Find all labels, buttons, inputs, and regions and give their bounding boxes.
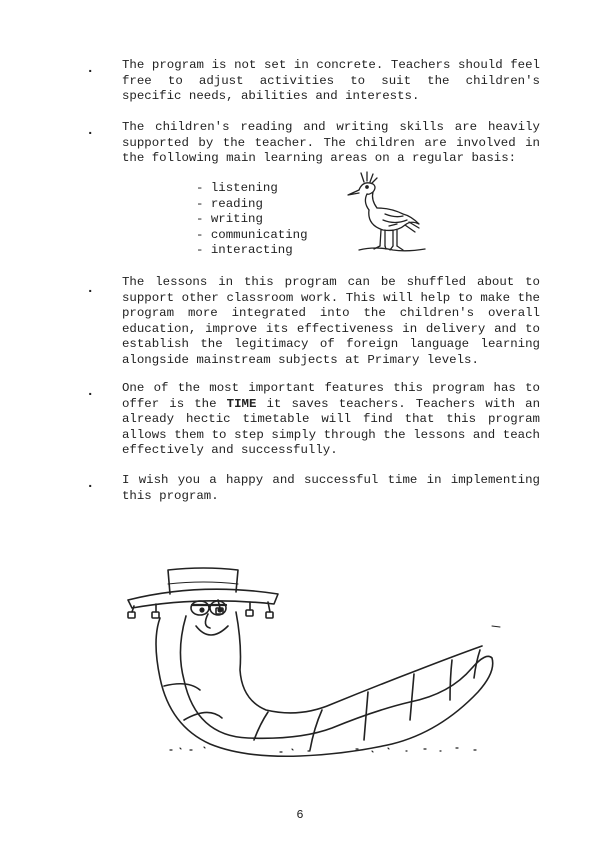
paragraph-5: I wish you a happy and successful time in implementing this program. (122, 473, 540, 503)
bullet-1: . (86, 61, 95, 77)
bullet-4: . (86, 384, 95, 400)
list-item: - interacting (196, 243, 308, 259)
paragraph-4-text-start: One of the most important features this program has to offer is the (122, 381, 540, 411)
bullet-2: . (86, 123, 95, 139)
learning-areas-list (196, 181, 308, 259)
paragraph-3: The lessons in this program can be shuffled about to support other classroom work. This will help to make the program more integrated into the children's overall education, improve its effectiveness in delivery and to establish the legitimacy of foreign language learning alongside mainstream subjects at Primary levels. (122, 275, 540, 367)
list-item: - listening (196, 181, 308, 197)
paragraph-4-text-end: it saves teachers. Teachers with an already hectic timetable will find that this program allows them to step simply through the lessons and teach effectively and successfully. (122, 396, 540, 458)
list-item: - communicating (196, 228, 308, 244)
cartoon-worm-with-hat-icon (110, 560, 510, 760)
bullet-3: . (86, 281, 95, 297)
list-item: - reading (196, 197, 308, 213)
cartoon-bird-icon (345, 170, 435, 260)
list-item: - writing (196, 212, 308, 228)
bullet-5: . (86, 476, 95, 492)
paragraph-4 (122, 381, 540, 459)
page-number: 6 (296, 808, 304, 822)
paragraph-2: The children's reading and writing skills are heavily supported by the teacher. The children are involved in the following main learning areas on a regular basis: (122, 120, 540, 166)
time-emphasis: TIME (226, 396, 257, 411)
paragraph-1: The program is not set in concrete. Teachers should feel free to adjust activities to suit the children's specific needs, abilities and interests. (122, 58, 540, 104)
